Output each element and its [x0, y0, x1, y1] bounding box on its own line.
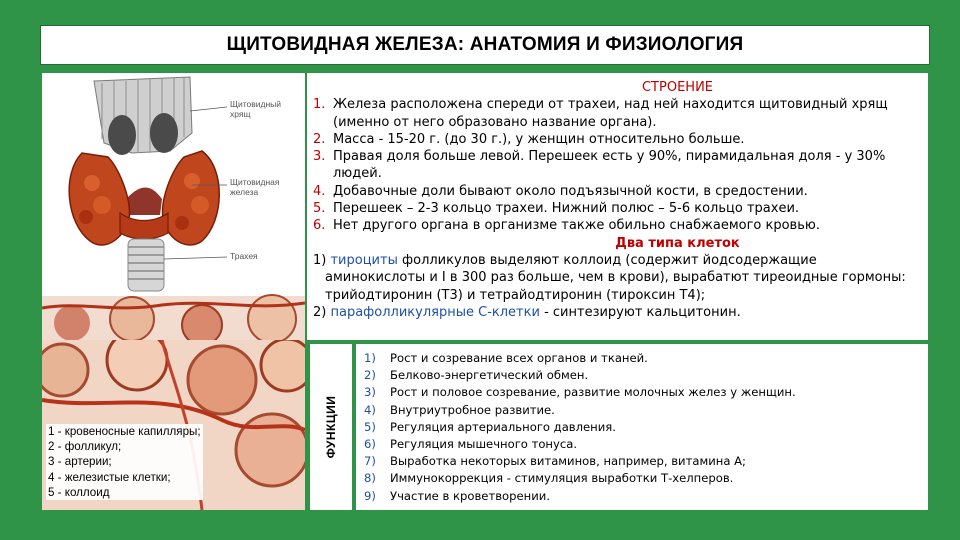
- item-text: Железа расположена спереди от трахеи, над ней находится щитовидный хрящ (именно от него образовано название органа).: [333, 97, 888, 130]
- cell-type-continuation: аминокислоты и I в 300 раз больше, чем в крови), вырабатют тиреоидные гормоны: трийодтиронин (Т3) и тетрайодтиронин (тироксин Т4);: [325, 270, 906, 303]
- cell-type-item: [307, 304, 928, 321]
- structure-item: [307, 183, 928, 200]
- legend-item: 1 - кровеносные капилляры;: [48, 425, 201, 438]
- label-thyroid-cartilage: Щитовидный хрящ: [230, 99, 282, 119]
- item-text: Нет другого органа в организме также обильно снабжаемого кровью.: [333, 218, 820, 234]
- page-title: ЩИТОВИДНАЯ ЖЕЛЕЗА: АНАТОМИЯ И ФИЗИОЛОГИЯ: [226, 34, 744, 55]
- function-text: Регуляция мышечного тонуса.: [390, 436, 578, 451]
- legend-item: 3 - артерии;: [48, 455, 112, 469]
- function-number: 3): [364, 385, 376, 400]
- label-thyroid-gland: Щитовидная железа: [230, 177, 280, 197]
- function-number: 1): [364, 351, 376, 365]
- function-item: [364, 384, 796, 401]
- function-text: Рост и созревание всех органов и тканей.: [390, 351, 648, 365]
- cell-type-item: [307, 252, 928, 304]
- title-box: [40, 25, 930, 65]
- function-item: [364, 367, 796, 384]
- function-number: 9): [364, 488, 376, 503]
- structure-item: [307, 131, 928, 148]
- cell-types-heading: Два типа клеток: [615, 235, 740, 251]
- item-text: Перешеек – 2-3 кольцо трахеи. Нижний полюс – 5-6 кольцо трахеи.: [333, 201, 800, 217]
- function-item: [364, 470, 796, 487]
- cell-type-prefix: 1): [313, 252, 327, 268]
- item-number: 1.: [313, 97, 326, 113]
- anatomy-illustration: [42, 73, 305, 340]
- function-item: [364, 419, 796, 436]
- histology-image: [42, 340, 305, 510]
- functions-tab: [310, 344, 352, 510]
- function-number: 5): [364, 419, 376, 434]
- function-text: Рост и половое созревание, развитие молочных желез у женщин.: [390, 385, 796, 400]
- functions-tab-label: ФУНКЦИИ: [324, 395, 338, 459]
- histology-legend: [46, 424, 203, 500]
- legend-item: 2 - фолликул;: [48, 440, 122, 454]
- item-text: Масса - 15-20 г. (до 30 г.), у женщин относительно больше.: [333, 131, 745, 147]
- function-number: 4): [364, 402, 376, 417]
- function-text: Иммунокоррекция - стимуляция выработки Т-хелперов.: [390, 471, 734, 486]
- function-number: 7): [364, 454, 376, 469]
- function-text: Внутриутробное развитие.: [390, 402, 555, 417]
- item-number: 4.: [313, 183, 326, 199]
- item-number: 5.: [313, 201, 326, 217]
- item-text: Добавочные доли бывают около подъязычной кости, в средостении.: [333, 183, 808, 199]
- functions-panel: [356, 344, 928, 510]
- item-number: 6.: [313, 218, 326, 234]
- functions-list: [364, 350, 796, 505]
- function-number: 2): [364, 368, 376, 383]
- structure-item: [307, 148, 928, 183]
- structure-item: [307, 217, 928, 234]
- function-item: [364, 436, 796, 453]
- function-number: 8): [364, 471, 376, 486]
- label-trachea: Трахея: [230, 251, 258, 261]
- function-item: [364, 350, 796, 367]
- function-item: [364, 402, 796, 419]
- structure-heading: СТРОЕНИЕ: [641, 80, 714, 95]
- function-text: Выработка некоторых витаминов, например, витамина А;: [390, 454, 746, 469]
- legend-item: 4 - железистые клетки;: [48, 470, 171, 484]
- item-text: Правая доля больше левой. Перешеек есть у 90%, пирамидальная доля - у 30% людей.: [333, 149, 886, 182]
- structure-item: [307, 96, 928, 131]
- function-item: [364, 453, 796, 470]
- cell-type-name: парафолликулярные С-клетки: [330, 304, 540, 320]
- function-item: [364, 488, 796, 505]
- cell-type-prefix: 2): [313, 304, 327, 320]
- cell-type-name: тироциты: [330, 252, 398, 268]
- structure-panel: [307, 73, 928, 340]
- item-number: 3.: [313, 149, 326, 165]
- function-text: Белково-энергетический обмен.: [390, 368, 589, 383]
- item-number: 2.: [313, 131, 326, 147]
- cell-type-text: фолликулов выделяют коллоид (содержит йодсодержащие: [402, 252, 817, 268]
- cell-type-text: - синтезируют кальцитонин.: [544, 304, 741, 320]
- function-number: 6): [364, 436, 376, 451]
- legend-item: 5 - коллоид: [48, 485, 110, 499]
- structure-item: [307, 200, 928, 217]
- function-text: Регуляция артериального давления.: [390, 419, 616, 434]
- function-text: Участие в кроветворении.: [390, 488, 550, 503]
